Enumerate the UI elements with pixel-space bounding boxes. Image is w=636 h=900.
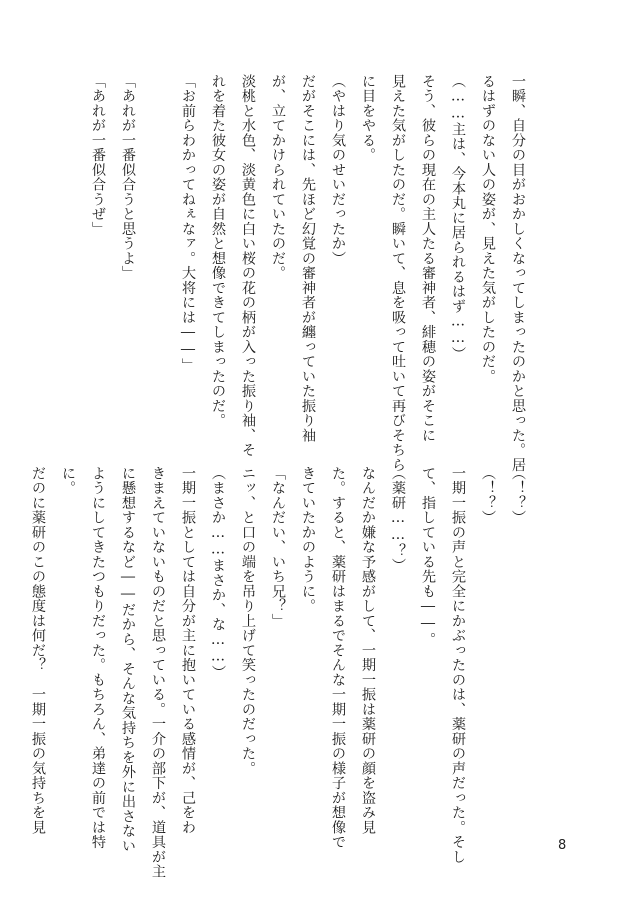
text-line: に目をやる。 [360,74,376,163]
text-line: だがそこには、先ほど幻覚の審神者が纏っていた振り袖 [300,74,316,443]
text-line: に懸想するなど――だから、そんな気持ちを外に出さない [120,466,136,854]
text-line: だのに薬研のこの態度は何だ？ 一期一振の気持ちを見 [30,466,46,835]
text-line: ようにしてきたつもりだった。もちろん、弟達の前では特 [90,466,106,850]
text-line: 一瞬、自分の目がおかしくなってしまったのかと思った。居 [510,74,526,473]
text-line: 「なんだい、いち兄？」 [270,466,286,629]
text-line: が、立てかけられていたのだ。 [270,74,286,281]
lower-text-block [30,466,533,879]
upper-text-block [90,74,533,473]
text-line: た。すると、薬研はまるでそんな一期一振の様子が想像で [330,466,346,850]
text-line: れを着た彼女の姿が自然と想像できてしまったのだ。 [210,74,226,428]
text-line: （……主は、今本丸に居られるはず……） [450,74,466,362]
text-line: そう、彼らの現在の主人たる審神者、緋穂の姿がそこに [420,74,436,443]
text-line: 「あれが一番似合うぜ」 [90,74,106,237]
text-line: （薬研……？） [390,466,406,573]
text-line: きまえていないものだと思っている。一介の部下が、道具が主 [150,466,166,879]
text-line: なんだか嫌な予感がして、一期一振は薬研の顔を盗み見 [360,466,376,835]
text-line: 「お前らわかってねぇなァ。大将には――」 [180,74,196,373]
text-line: 一期一振の声と完全にかぶったのは、薬研の声だった。そし [450,466,466,865]
text-line: きていたかのように。 [300,466,316,614]
text-line: 見えた気がしたのだ。瞬いて、息を吸って吐いて再びそちら [390,74,406,473]
text-line: 一期一振としては自分が主に抱いている感情が、己をわ [180,466,196,835]
page-number: 8 [558,838,567,853]
text-line: （！？） [510,466,526,525]
text-line: （まさか……まさか、な……） [210,466,226,680]
blank-line [143,74,173,444]
text-line: るはずのない人の姿が、見えた気がしたのだ。 [480,74,496,384]
text-line: て、指している先も――。 [420,466,436,647]
text-line: 「あれが一番似合うと思うよ」 [120,74,136,281]
text-line: 淡桃と水色、淡黄色に白い桜の花の柄が入った振り袖、そ [240,74,256,458]
text-line: に。 [60,466,76,496]
text-line: （！？） [480,466,496,525]
text-line: （やはり気のせいだったか） [330,74,346,266]
text-line: ニッ、と口の端を吊り上げて笑ったのだった。 [240,466,256,776]
